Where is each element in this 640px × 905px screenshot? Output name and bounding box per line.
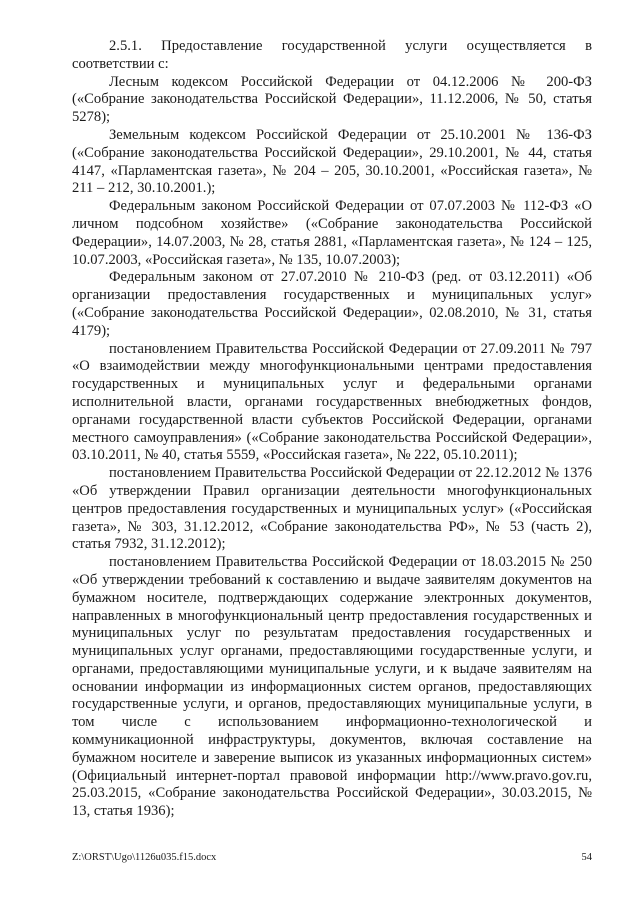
footer-page-number: 54 (581, 852, 592, 863)
paragraph-law-112: Федеральным законом Российской Федерации от 07.07.2003 № 112-ФЗ «О личном подсобном хозяйстве» («Собрание законодательства Российской Федерации», 14.07.2003, № 28, статья 2881, «Парламентская газета», № 124 – 125, 10.07.2003, «Российская газета», № 135, 10.07.2003); (72, 198, 592, 268)
paragraph-forest-code: Лесным кодексом Российской Федерации от 04.12.2006 № 200-ФЗ («Собрание законодательства Российской Федерации», 11.12.2006, № 50, статья 5278); (72, 73, 592, 126)
paragraph-resolution-1376: постановлением Правительства Российской Федерации от 22.12.2012 № 1376 «Об утверждении Правил организации деятельности многофункциональных центров предоставления государственных и муниципальных услуг» («Российская газета», № 303, 31.12.2012, «Собрание законодательства РФ», № 53 (часть 2), статья 7932, 31.12.2012); (72, 465, 592, 553)
paragraph-land-code: Земельным кодексом Российской Федерации от 25.10.2001 № 136-ФЗ («Собрание законодательства Российской Федерации», 29.10.2001, № 44, статья 4147, «Парламентская газета», № 204 – 205, 30.10.2001, «Российская газета», № 211 – 212, 30.10.2001.); (72, 126, 592, 197)
footer-file-path: Z:\ORST\Ugo\1126u035.f15.docx (72, 852, 217, 863)
paragraph-resolution-250: постановлением Правительства Российской Федерации от 18.03.2015 № 250 «Об утверждении требований к составлению и выдаче заявителям документов на бумажном носителе, подтверждающих содержание электронных документов, направленных в многофункциональный центр предоставления государственных и муниципальных услуг по результатам предоставления государственных и муниципальных услуг органами, предоставляющими государственные услуги, и органами, предоставляющими муниципальные услуги, и к выдаче заявителям на основании информации из информационных систем органов, предоставляющих государственные услуги, и органов, предоставляющих муниципальные услуги, в том числе с использованием информационно-технологической и коммуникационной инфраструктуры, документов, включая составление на бумажном носителе и заверение выписок из указанных информационных систем» (Официальный интернет-портал правовой информации http://www.pravo.gov.ru, 25.03.2015, «Собрание законодательства Российской Федерации», 30.03.2015, № 13, статья 1936); (72, 554, 592, 820)
paragraph-resolution-797: постановлением Правительства Российской Федерации от 27.09.2011 № 797 «О взаимодействии между многофункциональными центрами предоставления государственных и муниципальных услуг и федеральными органами исполнительной власти, органами государственных внебюджетных фондов, органами государственной власти субъектов Российской Федерации, органами местного самоуправления» («Собрание законодательства Российской Федерации», 03.10.2011, № 40, статья 5559, «Российская газета», № 222, 05.10.2011); (72, 340, 592, 464)
document-body (72, 38, 592, 821)
paragraph-intro: 2.5.1. Предоставление государственной услуги осуществляется в соответствии с: (72, 38, 592, 72)
paragraph-law-210: Федеральным законом от 27.07.2010 № 210-ФЗ (ред. от 03.12.2011) «Об организации предоставления государственных и муниципальных услуг» («Собрание законодательства Российской Федерации», 02.08.2010, № 31, статья 4179); (72, 269, 592, 339)
